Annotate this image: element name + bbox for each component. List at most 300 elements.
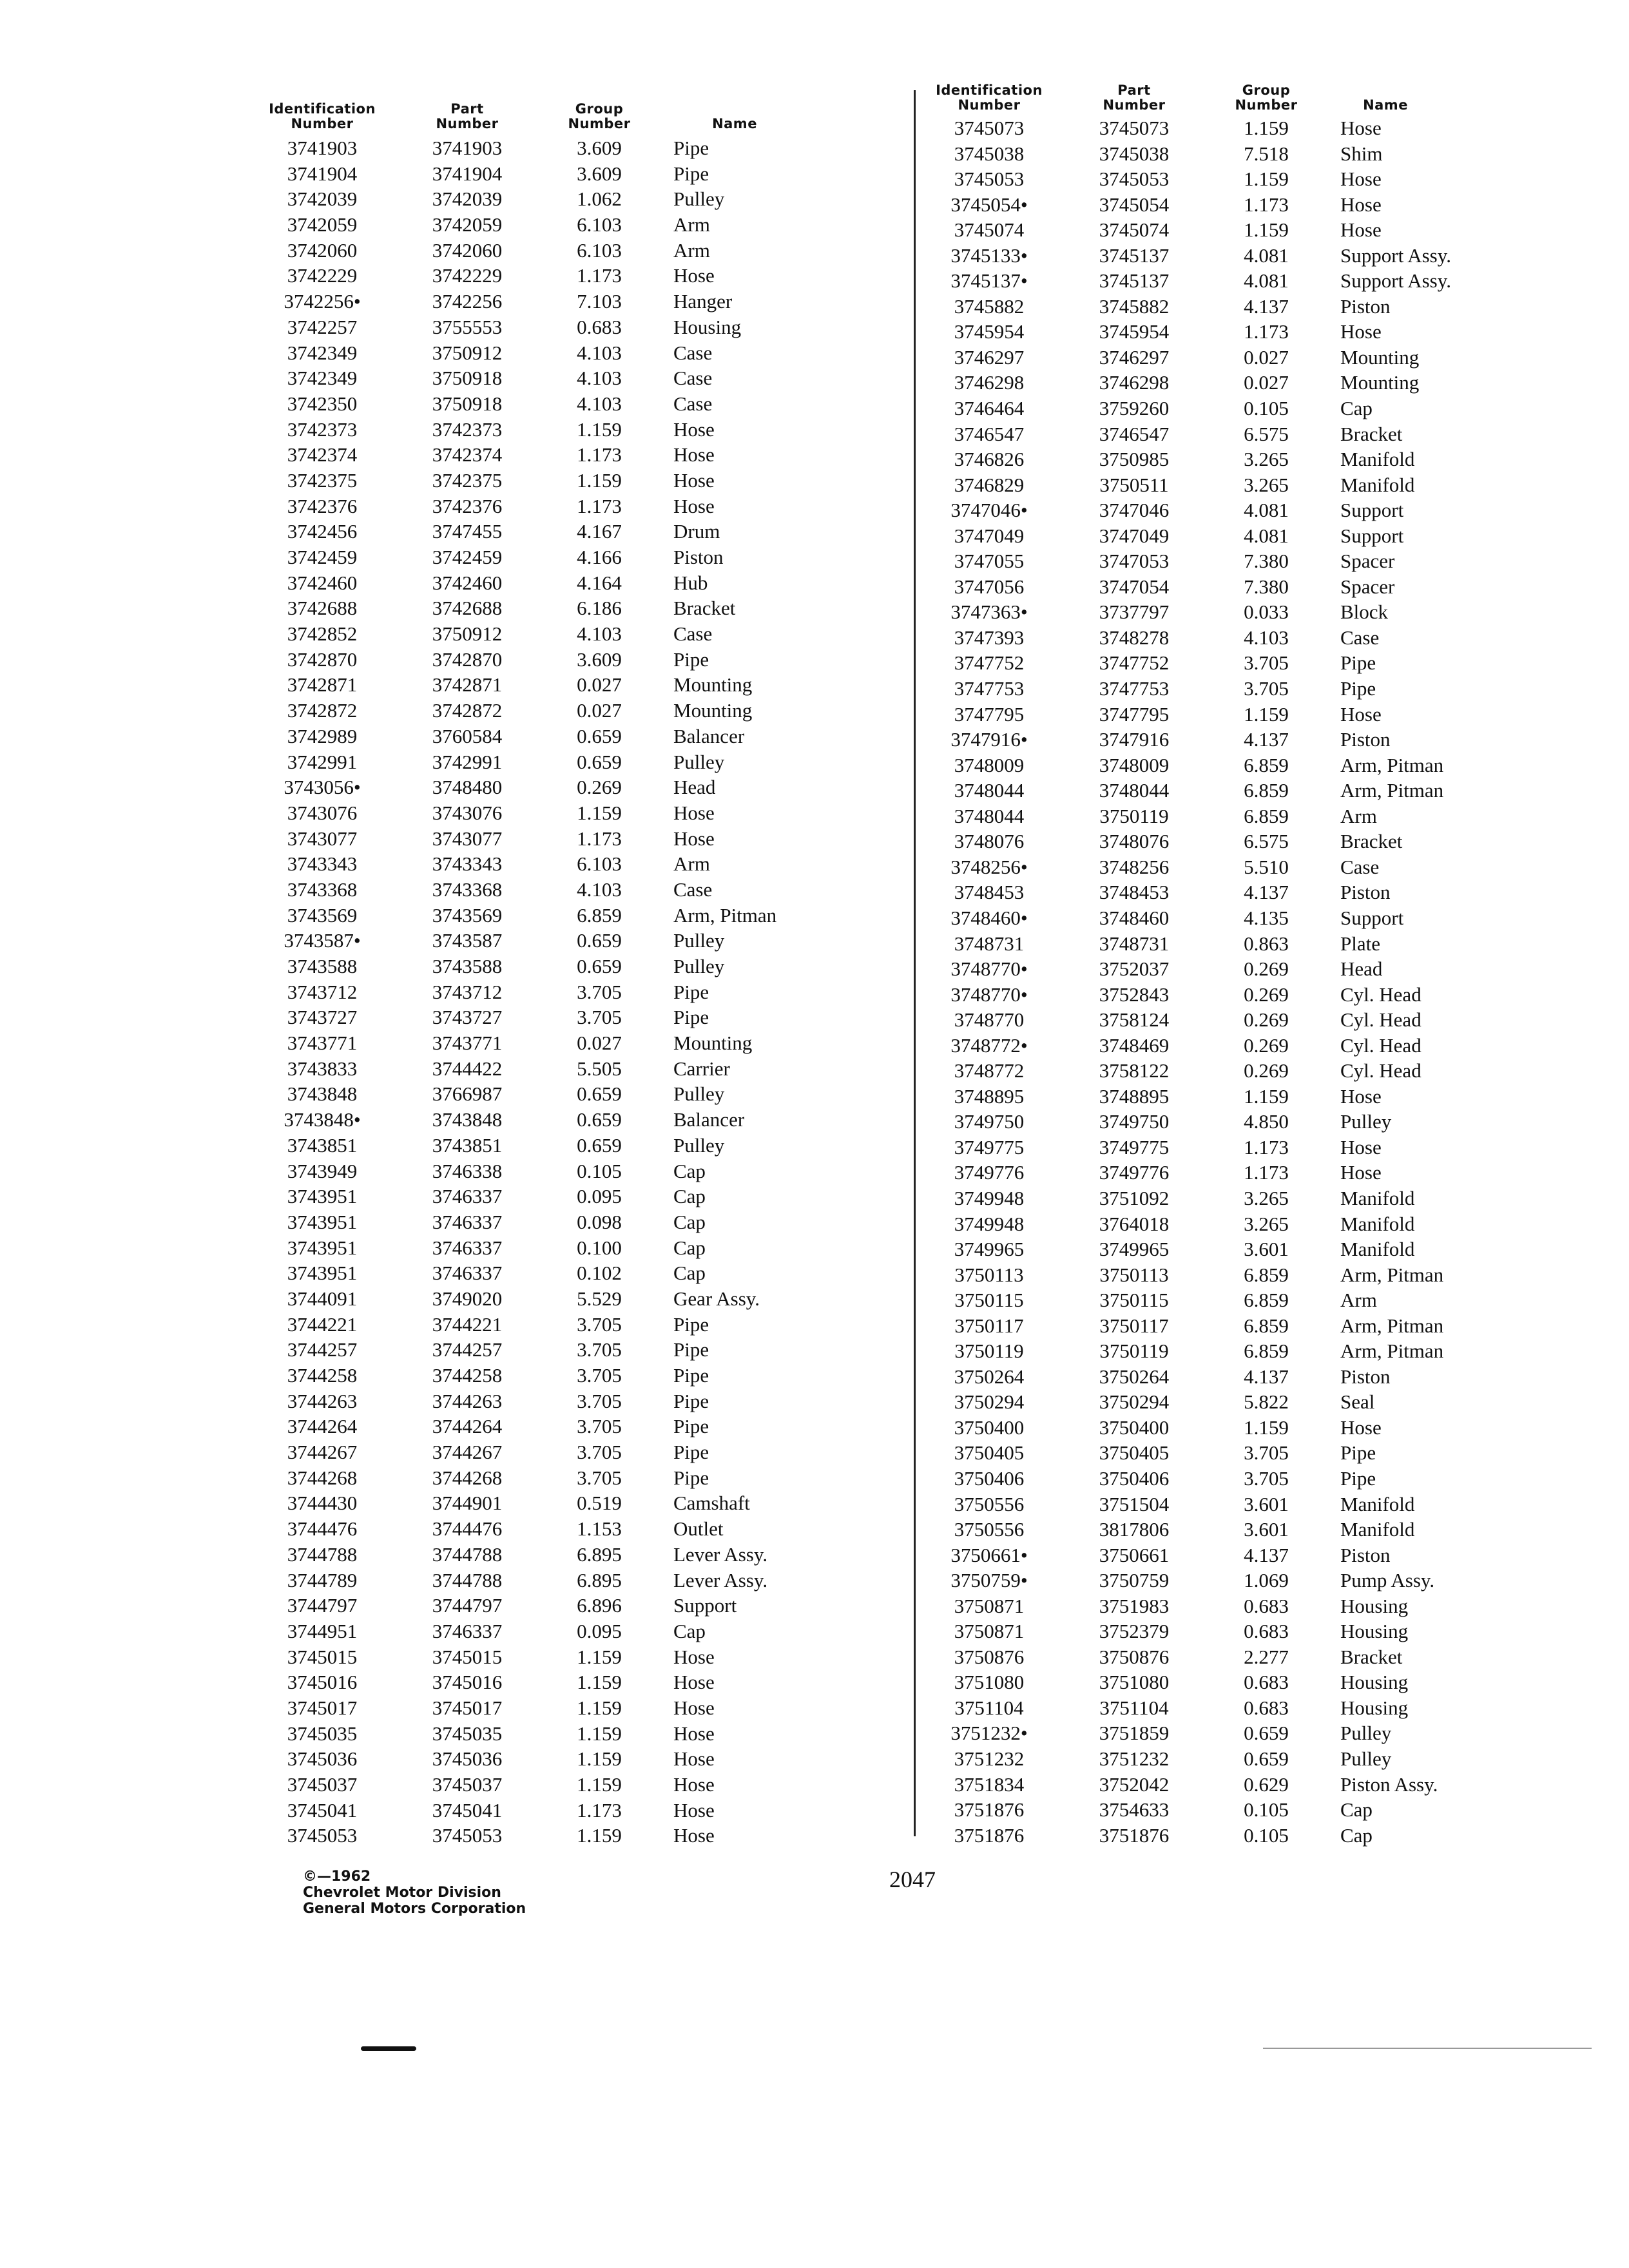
identification-number: 3745017: [287, 1696, 358, 1719]
identification-number: 3750556: [954, 1492, 1025, 1515]
identification-number: 3749776: [954, 1161, 1025, 1184]
identification-number: 3744268: [287, 1466, 358, 1489]
group-number: 6.859: [1244, 1289, 1289, 1312]
part-number: 3742872: [432, 699, 503, 722]
part-number: 3745954: [1099, 320, 1170, 343]
part-name: Cap: [1340, 1798, 1373, 1821]
table-row: [928, 497, 1508, 523]
part-number: 3750115: [1099, 1289, 1169, 1312]
part-name: Cap: [673, 1210, 706, 1233]
part-name: Pipe: [1340, 677, 1376, 700]
identification-number: 3743056•: [284, 776, 361, 799]
identification-number: 3743951: [287, 1262, 358, 1285]
part-name: Pulley: [673, 929, 725, 952]
part-name: Pump Assy.: [1340, 1569, 1435, 1592]
part-number: 3751232: [1099, 1747, 1170, 1770]
part-name: Cyl. Head: [1340, 1033, 1422, 1057]
part-number: 3745041: [432, 1798, 503, 1821]
table-row: [928, 1619, 1508, 1644]
group-number: 3.705: [1244, 651, 1289, 675]
group-number: 5.505: [577, 1057, 622, 1080]
part-name: Hose: [673, 1824, 715, 1847]
part-number: 3750400: [1099, 1416, 1170, 1439]
table-row: [261, 851, 867, 877]
table-row: [928, 1593, 1508, 1619]
group-number: 3.601: [1244, 1492, 1289, 1515]
identification-number: 3748770•: [950, 983, 1028, 1006]
header-identification-number: Identification Number: [936, 82, 1043, 113]
part-name: Bracket: [1340, 422, 1403, 445]
part-number: 3755553: [432, 315, 503, 338]
table-row: [261, 1669, 867, 1695]
table-row: [928, 1823, 1508, 1849]
identification-number: 3748731: [954, 932, 1025, 955]
table-row: [928, 1720, 1508, 1746]
group-number: 0.659: [1244, 1747, 1289, 1770]
part-name: Arm: [673, 213, 710, 236]
group-number: 0.105: [1244, 397, 1289, 420]
group-number: 3.705: [1244, 1441, 1289, 1465]
part-number: 3745036: [432, 1747, 503, 1771]
identification-number: 3748076: [954, 830, 1025, 853]
part-name: Piston: [1340, 1543, 1391, 1566]
identification-number: 3747795: [954, 702, 1025, 726]
table-row: [261, 1081, 867, 1107]
part-name: Manifold: [1340, 448, 1415, 471]
part-number: 3751859: [1099, 1722, 1170, 1745]
part-name: Gear Assy.: [673, 1287, 760, 1310]
group-number: 0.033: [1244, 601, 1289, 624]
group-number: 0.095: [577, 1185, 622, 1208]
group-number: 0.027: [577, 673, 622, 697]
part-name: Manifold: [1340, 1492, 1415, 1515]
group-number: 6.859: [1244, 1263, 1289, 1286]
identification-number: 3742350: [287, 392, 358, 415]
identification-number: 3745037: [287, 1773, 358, 1796]
part-name: Hose: [1340, 168, 1382, 191]
table-row: [261, 1030, 867, 1056]
part-number: 3746337: [432, 1185, 503, 1208]
header-part-number: Part Number: [436, 101, 499, 131]
group-number: 1.062: [577, 187, 622, 211]
group-number: 1.173: [1244, 1161, 1289, 1184]
group-number: 1.159: [577, 418, 622, 441]
part-name: Cap: [1340, 1823, 1373, 1847]
part-number: 3744257: [432, 1338, 503, 1361]
part-number: 3746337: [432, 1210, 503, 1233]
identification-number: 3751876: [954, 1823, 1025, 1847]
identification-number: 3748770: [954, 1008, 1025, 1032]
part-number: 3744263: [432, 1389, 503, 1412]
group-number: 1.159: [577, 468, 622, 492]
part-number: 3748469: [1099, 1033, 1170, 1057]
table-row: [261, 1312, 867, 1338]
part-number: 3743368: [432, 878, 503, 901]
table-row: [261, 1337, 867, 1363]
table-row: [261, 1414, 867, 1439]
part-name: Block: [1340, 601, 1389, 624]
publisher-division: Chevrolet Motor Division: [303, 1885, 501, 1901]
part-name: Housing: [1340, 1696, 1409, 1719]
part-name: Balancer: [673, 1108, 745, 1131]
part-name: Piston: [1340, 1365, 1391, 1388]
table-row: [928, 472, 1508, 498]
table-row: [928, 523, 1508, 549]
identification-number: 3741904: [287, 162, 358, 185]
table-row: [928, 1033, 1508, 1059]
group-number: 1.159: [577, 801, 622, 824]
group-number: 6.859: [1244, 1340, 1289, 1363]
part-name: Support: [1340, 499, 1404, 522]
group-number: 0.027: [1244, 345, 1289, 369]
group-number: 0.098: [577, 1210, 622, 1233]
group-number: 6.859: [1244, 753, 1289, 776]
group-number: 4.137: [1244, 1543, 1289, 1566]
table-row: [261, 289, 867, 314]
table-row: [261, 647, 867, 673]
group-number: 0.659: [577, 929, 622, 952]
part-number: 3747455: [432, 520, 503, 543]
table-row: [928, 778, 1508, 803]
part-number: 3745137: [1099, 244, 1170, 267]
part-number: 3817806: [1099, 1518, 1170, 1541]
group-number: 3.265: [1244, 448, 1289, 471]
part-name: Arm, Pitman: [1340, 779, 1444, 802]
part-number: 3766987: [432, 1082, 503, 1106]
part-name: Arm, Pitman: [1340, 1340, 1444, 1363]
group-number: 0.659: [577, 955, 622, 977]
identification-number: 3750871: [954, 1620, 1025, 1643]
table-row: [928, 294, 1508, 320]
part-number: 3743851: [432, 1133, 503, 1157]
identification-number: 3742459: [287, 546, 358, 568]
part-name: Hose: [1340, 320, 1382, 343]
part-number: 3747753: [1099, 677, 1170, 700]
part-number: 3745053: [1099, 168, 1170, 191]
part-number: 3747054: [1099, 575, 1170, 598]
part-name: Pulley: [673, 1082, 725, 1106]
part-name: Pipe: [673, 1006, 709, 1029]
table-row: [261, 1209, 867, 1235]
group-number: 3.265: [1244, 473, 1289, 496]
identification-number: 3745137•: [950, 269, 1028, 293]
identification-number: 3746826: [954, 448, 1025, 471]
part-name: Pipe: [673, 1441, 709, 1464]
part-number: 3748460: [1099, 906, 1170, 929]
table-row: [928, 1364, 1508, 1390]
identification-number: 3743727: [287, 1006, 358, 1029]
table-row: [261, 1490, 867, 1516]
part-name: Support Assy.: [1340, 269, 1451, 293]
copyright-year: ©—1962: [303, 1869, 371, 1885]
table-row: [928, 1542, 1508, 1568]
group-number: 4.081: [1244, 269, 1289, 293]
part-name: Hose: [673, 1798, 715, 1821]
part-name: Case: [673, 341, 713, 364]
identification-number: 3747049: [954, 524, 1025, 547]
part-name: Hose: [1340, 193, 1382, 216]
part-name: Cap: [1340, 397, 1373, 420]
part-name: Hose: [673, 1645, 715, 1668]
part-number: 3747053: [1099, 550, 1170, 573]
table-row: [928, 1109, 1508, 1135]
group-number: 1.173: [1244, 1135, 1289, 1158]
group-number: 3.265: [1244, 1212, 1289, 1235]
part-number: 3750113: [1099, 1263, 1169, 1286]
group-number: 7.518: [1244, 142, 1289, 165]
group-number: 0.519: [577, 1492, 622, 1515]
part-name: Manifold: [1340, 1518, 1415, 1541]
table-row: [928, 1058, 1508, 1084]
identification-number: 3744264: [287, 1415, 358, 1438]
table-row: [928, 166, 1508, 192]
table-row: [261, 774, 867, 800]
part-name: Manifold: [1340, 1186, 1415, 1209]
identification-number: 3744788: [287, 1542, 358, 1566]
table-row: [928, 1313, 1508, 1339]
table-row: [928, 243, 1508, 269]
part-number: 3750117: [1099, 1314, 1169, 1337]
part-number: 3745074: [1099, 218, 1170, 242]
part-number: 3751080: [1099, 1671, 1170, 1694]
group-number: 5.529: [577, 1287, 622, 1310]
identification-number: 3742349: [287, 341, 358, 364]
group-number: 1.159: [577, 1824, 622, 1847]
part-name: Pipe: [673, 1312, 709, 1336]
part-number: 3747049: [1099, 524, 1170, 547]
table-row: [261, 417, 867, 443]
group-number: 7.103: [577, 290, 622, 313]
table-row: [928, 676, 1508, 702]
part-name: Mounting: [673, 1032, 753, 1055]
table-row: [261, 544, 867, 570]
table-row: [261, 621, 867, 647]
identification-number: 3743848: [287, 1082, 358, 1106]
part-name: Pipe: [673, 137, 709, 159]
part-name: Pipe: [673, 980, 709, 1003]
part-number: 3742373: [432, 418, 503, 441]
scan-smudge: [361, 2046, 416, 2051]
part-number: 3744268: [432, 1466, 503, 1489]
part-name: Seal: [1340, 1390, 1375, 1414]
right-parts-table: [928, 68, 1508, 1848]
table-row: [928, 1415, 1508, 1441]
identification-number: 3747055: [954, 550, 1025, 573]
group-number: 0.100: [577, 1236, 622, 1259]
group-number: 4.850: [1244, 1110, 1289, 1133]
part-name: Housing: [1340, 1671, 1409, 1694]
part-name: Piston: [1340, 881, 1391, 904]
group-number: 1.159: [577, 1722, 622, 1745]
table-row: [261, 519, 867, 544]
group-number: 0.659: [577, 1108, 622, 1131]
group-number: 6.859: [1244, 1314, 1289, 1337]
part-number: 3743771: [432, 1032, 503, 1055]
part-name: Arm, Pitman: [1340, 753, 1444, 776]
identification-number: 3743949: [287, 1159, 358, 1182]
part-name: Pipe: [673, 1338, 709, 1361]
table-header: [261, 72, 867, 131]
identification-number: 3745054•: [950, 193, 1028, 216]
identification-number: 3742852: [287, 622, 358, 646]
identification-number: 3750119: [954, 1340, 1024, 1363]
table-row: [928, 1797, 1508, 1823]
group-number: 7.380: [1244, 575, 1289, 598]
group-number: 3.601: [1244, 1238, 1289, 1261]
identification-number: 3742374: [287, 443, 358, 466]
identification-number: 3744951: [287, 1619, 358, 1642]
part-name: Hanger: [673, 290, 733, 313]
table-row: [928, 854, 1508, 880]
group-number: 1.159: [577, 1671, 622, 1694]
part-number: 3750119: [1099, 1340, 1169, 1363]
table-row: [261, 1823, 867, 1849]
table-row: [928, 931, 1508, 957]
table-row: [928, 829, 1508, 854]
identification-number: 3742039: [287, 187, 358, 211]
identification-number: 3743951: [287, 1236, 358, 1259]
identification-number: 3742060: [287, 238, 358, 262]
identification-number: 3744789: [287, 1568, 358, 1591]
part-name: Support: [1340, 906, 1404, 929]
identification-number: 3743076: [287, 801, 358, 824]
group-number: 0.027: [577, 1032, 622, 1055]
identification-number: 3750661•: [950, 1543, 1028, 1566]
table-row: [928, 1211, 1508, 1237]
part-name: Bracket: [673, 597, 736, 620]
part-number: 3747752: [1099, 651, 1170, 675]
identification-number: 3743588: [287, 955, 358, 977]
part-name: Bracket: [1340, 830, 1403, 853]
table-row: [261, 186, 867, 212]
group-number: 3.705: [1244, 677, 1289, 700]
group-number: 3.705: [577, 1364, 622, 1387]
identification-number: 3751232: [954, 1747, 1025, 1770]
part-name: Arm: [1340, 1289, 1377, 1312]
table-row: [928, 599, 1508, 625]
part-number: 3750985: [1099, 448, 1170, 471]
table-row: [261, 1644, 867, 1670]
part-number: 3744267: [432, 1441, 503, 1464]
left-parts-table: [261, 72, 867, 1849]
part-name: Hose: [1340, 1161, 1382, 1184]
group-number: 3.705: [577, 1415, 622, 1438]
table-row: [261, 570, 867, 596]
table-row: [261, 1516, 867, 1542]
part-name: Support: [1340, 524, 1404, 547]
part-number: 3749776: [1099, 1161, 1170, 1184]
group-number: 1.159: [1244, 702, 1289, 726]
table-row: [928, 1338, 1508, 1364]
part-number: 3742256: [432, 290, 503, 313]
identification-number: 3749948: [954, 1186, 1025, 1209]
table-row: [261, 1619, 867, 1644]
part-name: Cap: [673, 1619, 706, 1642]
group-number: 3.705: [577, 1338, 622, 1361]
part-name: Hose: [673, 418, 715, 441]
part-name: Pipe: [673, 648, 709, 671]
part-name: Hose: [1340, 1416, 1382, 1439]
identification-number: 3748460•: [950, 906, 1028, 929]
group-number: 1.173: [1244, 320, 1289, 343]
table-row: [261, 1542, 867, 1568]
table-row: [928, 192, 1508, 218]
identification-number: 3743771: [287, 1032, 358, 1055]
identification-number: 3742456: [287, 520, 358, 543]
part-number: 3752042: [1099, 1773, 1170, 1796]
part-name: Cyl. Head: [1340, 983, 1422, 1006]
table-row: [261, 135, 867, 161]
table-row: [261, 391, 867, 417]
part-name: Mounting: [673, 699, 753, 722]
part-number: 3752379: [1099, 1620, 1170, 1643]
identification-number: 3743368: [287, 878, 358, 901]
table-row: [928, 1186, 1508, 1211]
part-number: 3748009: [1099, 753, 1170, 776]
group-number: 4.135: [1244, 906, 1289, 929]
identification-number: 3744258: [287, 1364, 358, 1387]
part-name: Lever Assy.: [673, 1568, 768, 1591]
identification-number: 3745073: [954, 117, 1025, 139]
group-number: 0.863: [1244, 932, 1289, 955]
group-number: 3.609: [577, 162, 622, 185]
table-row: [261, 1465, 867, 1491]
identification-number: 3745074: [954, 218, 1025, 242]
part-number: 3742459: [432, 546, 503, 568]
table-row: [261, 1389, 867, 1414]
group-number: 1.173: [577, 264, 622, 287]
part-name: Arm: [673, 238, 710, 262]
part-number: 3752843: [1099, 983, 1170, 1006]
identification-number: 3742059: [287, 213, 358, 236]
table-row: [928, 1236, 1508, 1262]
group-number: 1.159: [577, 1773, 622, 1796]
part-name: Head: [673, 776, 716, 799]
group-number: 1.173: [577, 827, 622, 850]
part-name: Cyl. Head: [1340, 1008, 1422, 1032]
table-row: [928, 1440, 1508, 1466]
identification-number: 3742872: [287, 699, 358, 722]
identification-number: 3749965: [954, 1238, 1025, 1261]
table-row: [261, 494, 867, 519]
part-number: 3745038: [1099, 142, 1170, 165]
table-row: [928, 115, 1508, 141]
part-number: 3749965: [1099, 1238, 1170, 1261]
part-name: Pulley: [1340, 1747, 1392, 1770]
identification-number: 3743343: [287, 852, 358, 876]
part-name: Pulley: [673, 955, 725, 977]
part-number: 3750918: [432, 367, 503, 390]
identification-number: 3750294: [954, 1390, 1025, 1414]
identification-number: 3743833: [287, 1057, 358, 1080]
identification-number: 3748895: [954, 1084, 1025, 1108]
part-number: 3744788: [432, 1542, 503, 1566]
group-number: 6.103: [577, 852, 622, 876]
part-number: 3760584: [432, 724, 503, 747]
part-number: 3750511: [1099, 473, 1169, 496]
group-number: 1.153: [577, 1517, 622, 1541]
part-name: Housing: [673, 315, 742, 338]
header-name: Name: [712, 116, 757, 131]
identification-number: 3743587•: [284, 929, 361, 952]
group-number: 6.859: [1244, 804, 1289, 827]
group-number: 6.103: [577, 213, 622, 236]
group-number: 4.103: [577, 367, 622, 390]
identification-number: 3743951: [287, 1210, 358, 1233]
part-name: Case: [673, 878, 713, 901]
part-number: 3745037: [432, 1773, 503, 1796]
part-name: Pulley: [673, 750, 725, 773]
